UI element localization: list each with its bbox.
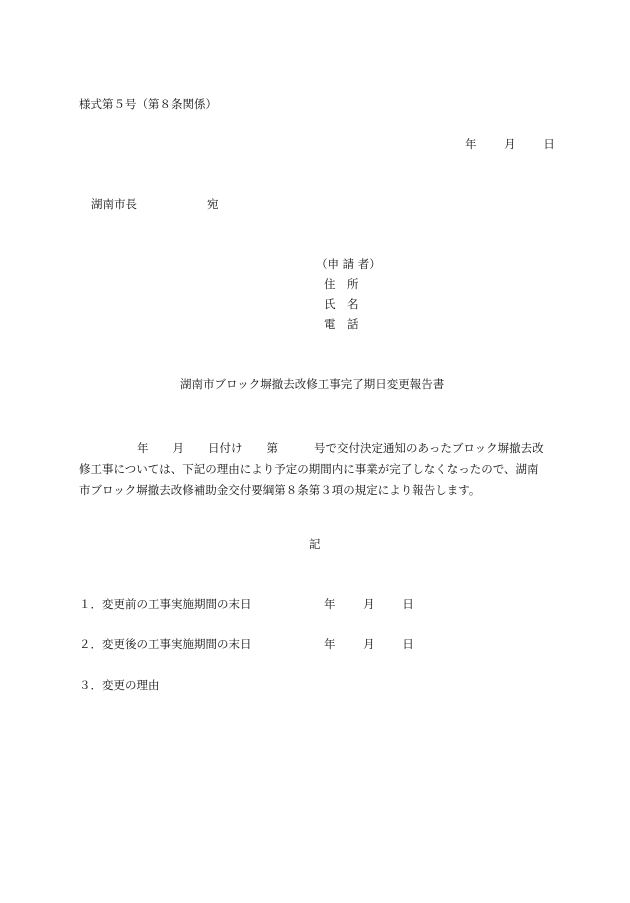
document-title: 湖南市ブロック塀撤去改修工事完了期日変更報告書 <box>180 377 445 391</box>
item-2-label: ２．変更後の工事実施期間の末日 <box>79 637 252 651</box>
addressee-title: 湖南市長 <box>91 197 137 211</box>
ki-heading: 記 <box>309 537 321 551</box>
body-text <box>79 438 561 501</box>
item-1-year: 年 <box>324 597 336 611</box>
date-year: 年 <box>465 137 477 151</box>
applicant-heading: （申 請 者） <box>316 257 381 271</box>
item-1-month: 月 <box>363 597 375 611</box>
item-1-label: １．変更前の工事実施期間の末日 <box>79 597 252 611</box>
body-no: 第 <box>266 441 278 455</box>
item-2-month: 月 <box>363 637 375 651</box>
applicant-phone-label: 電 話 <box>324 317 359 331</box>
body-day: 日付け <box>208 441 243 455</box>
body-line-3: 市ブロック塀撤去改修補助金交付要綱第８条第３項の規定により報告します。 <box>79 483 481 497</box>
applicant-address-label: 住 所 <box>324 277 359 291</box>
addressee-suffix: 宛 <box>207 197 219 211</box>
date-day: 日 <box>543 137 555 151</box>
item-3-label: ３．変更の理由 <box>79 678 160 692</box>
form-number: 様式第５号（第８条関係） <box>79 97 217 111</box>
item-2-date <box>324 639 414 651</box>
body-line-1 <box>79 438 561 459</box>
item-1-date <box>324 599 414 611</box>
body-month: 月 <box>172 441 184 455</box>
item-1-day: 日 <box>402 597 414 611</box>
body-line-1-rest: 号で交付決定通知のあったブロック塀撤去改 <box>314 441 544 455</box>
item-2-day: 日 <box>402 637 414 651</box>
date-month: 月 <box>504 137 516 151</box>
item-2-year: 年 <box>324 637 336 651</box>
applicant-name-label: 氏 名 <box>324 297 359 311</box>
body-line-2: 修工事については、下記の理由により予定の期間内に事業が完了しなくなったので、湖南 <box>79 462 539 476</box>
body-year: 年 <box>137 441 149 455</box>
submission-date <box>465 139 555 151</box>
